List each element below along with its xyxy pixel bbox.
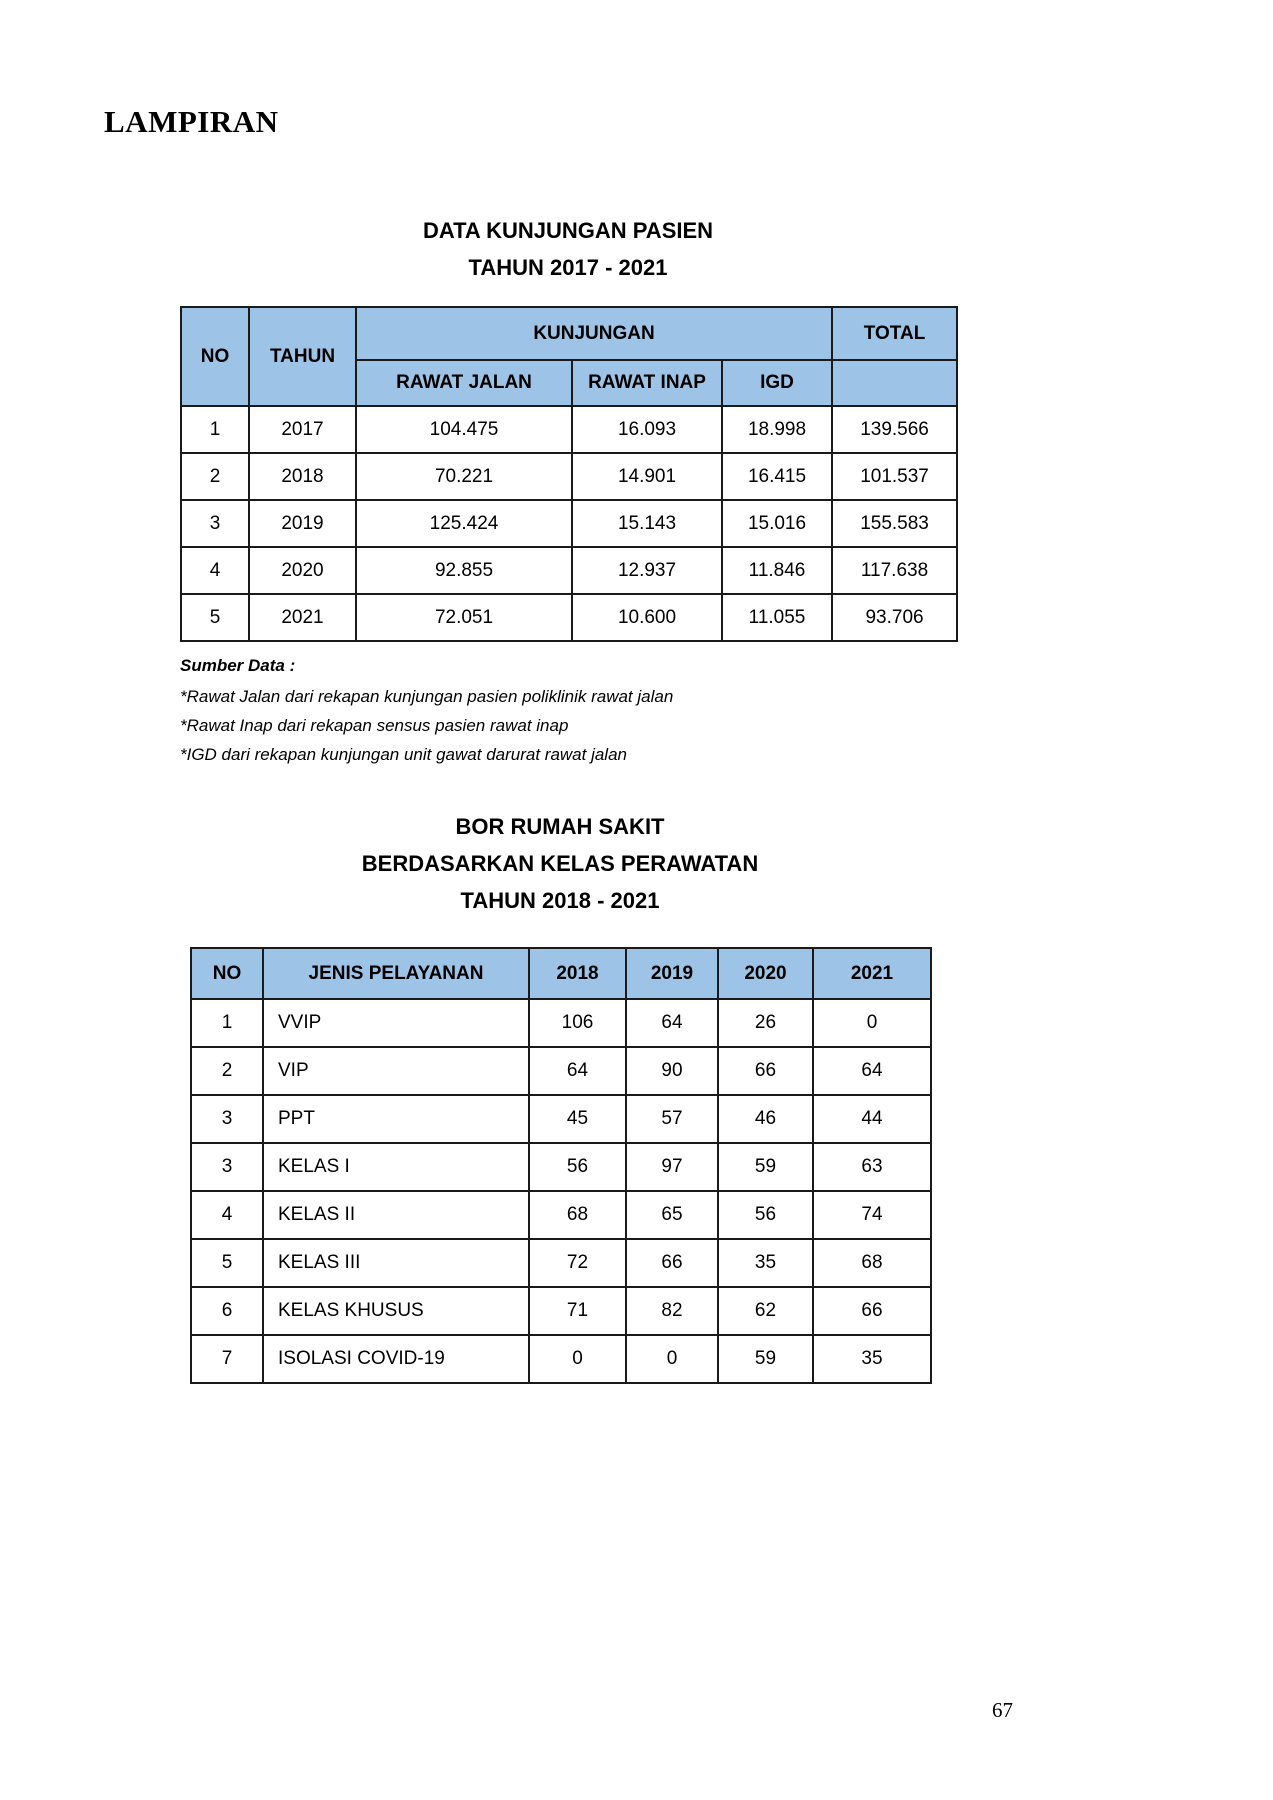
table-cell: 101.537 — [832, 453, 957, 500]
table-cell: 45 — [529, 1095, 626, 1143]
table-cell: 117.638 — [832, 547, 957, 594]
table-cell: 2 — [181, 453, 249, 500]
bor-title-line2: BERDASARKAN KELAS PERAWATAN — [361, 851, 759, 876]
table-row — [181, 500, 957, 547]
table-cell: 16.093 — [572, 406, 722, 453]
col-header-jenis-pelayanan: JENIS PELAYANAN — [263, 948, 529, 999]
table-row — [191, 1287, 931, 1335]
table-cell: 0 — [813, 999, 931, 1047]
table-cell: VIP — [263, 1047, 529, 1095]
table-cell: 68 — [529, 1191, 626, 1239]
col-header-2018: 2018 — [529, 948, 626, 999]
table-cell: 64 — [529, 1047, 626, 1095]
table-cell: 2018 — [249, 453, 356, 500]
table-cell: 71 — [529, 1287, 626, 1335]
total-subheader-empty — [832, 360, 957, 406]
table-cell: 1 — [191, 999, 263, 1047]
table-row — [191, 1047, 931, 1095]
col-header-igd: IGD — [722, 360, 832, 406]
table-cell: 44 — [813, 1095, 931, 1143]
table-row — [181, 594, 957, 641]
table-cell: 66 — [813, 1287, 931, 1335]
table-row — [181, 406, 957, 453]
table-cell: 82 — [626, 1287, 718, 1335]
source-notes-title: Sumber Data : — [180, 656, 296, 675]
table-cell: KELAS I — [263, 1143, 529, 1191]
col-header-2020: 2020 — [718, 948, 813, 999]
table-row — [181, 453, 957, 500]
table-cell: 4 — [181, 547, 249, 594]
table-cell: 0 — [626, 1335, 718, 1383]
table-cell: 11.846 — [722, 547, 832, 594]
page-heading: LAMPIRAN — [104, 104, 279, 139]
table-cell: 18.998 — [722, 406, 832, 453]
table-cell: 139.566 — [832, 406, 957, 453]
col-header-no: NO — [181, 307, 249, 406]
visits-title-line1: DATA KUNJUNGAN PASIEN — [422, 218, 714, 243]
table-cell: PPT — [263, 1095, 529, 1143]
col-header-tahun: TAHUN — [249, 307, 356, 406]
col-header-rawat-jalan: RAWAT JALAN — [356, 360, 572, 406]
table-row — [181, 547, 957, 594]
bor-title-line1: BOR RUMAH SAKIT — [455, 814, 665, 839]
table-cell: 59 — [718, 1335, 813, 1383]
table-cell: 57 — [626, 1095, 718, 1143]
table-cell: 2020 — [249, 547, 356, 594]
table-cell: KELAS II — [263, 1191, 529, 1239]
table-cell: 65 — [626, 1191, 718, 1239]
bor-section — [190, 808, 930, 1384]
table-cell: 125.424 — [356, 500, 572, 547]
table-cell: 64 — [626, 999, 718, 1047]
table-row — [191, 1191, 931, 1239]
table-cell: 72.051 — [356, 594, 572, 641]
table-cell: 63 — [813, 1143, 931, 1191]
table-cell: 15.143 — [572, 500, 722, 547]
table-cell: 56 — [529, 1143, 626, 1191]
table-row — [191, 1335, 931, 1383]
visits-section — [180, 212, 956, 766]
table-cell: 59 — [718, 1143, 813, 1191]
visits-table-title — [180, 212, 956, 286]
table-row — [191, 1095, 931, 1143]
table-cell: 46 — [718, 1095, 813, 1143]
table-cell: 1 — [181, 406, 249, 453]
table-cell: 10.600 — [572, 594, 722, 641]
table-cell: 70.221 — [356, 453, 572, 500]
table-cell: 15.016 — [722, 500, 832, 547]
table-cell: 4 — [191, 1191, 263, 1239]
table-cell: 2017 — [249, 406, 356, 453]
table-cell: 2019 — [249, 500, 356, 547]
table-cell: 14.901 — [572, 453, 722, 500]
visits-title-line2: TAHUN 2017 - 2021 — [468, 255, 668, 280]
table-cell: 64 — [813, 1047, 931, 1095]
kunjungan-table — [180, 306, 958, 642]
table-cell: KELAS KHUSUS — [263, 1287, 529, 1335]
table-cell: 74 — [813, 1191, 931, 1239]
table-header-row — [191, 948, 931, 999]
table-cell: 106 — [529, 999, 626, 1047]
table-cell: 3 — [191, 1143, 263, 1191]
bor-table — [190, 947, 932, 1384]
source-note: *IGD dari rekapan kunjungan unit gawat darurat rawat jalan — [180, 745, 627, 764]
table-cell: 56 — [718, 1191, 813, 1239]
table-cell: 35 — [718, 1239, 813, 1287]
table-cell: VVIP — [263, 999, 529, 1047]
table-cell: 68 — [813, 1239, 931, 1287]
table-header-row — [181, 307, 957, 360]
table-cell: 92.855 — [356, 547, 572, 594]
table-cell: 90 — [626, 1047, 718, 1095]
table-cell: 2021 — [249, 594, 356, 641]
source-notes — [180, 656, 956, 766]
table-cell: 26 — [718, 999, 813, 1047]
table-cell: 12.937 — [572, 547, 722, 594]
table-cell: 2 — [191, 1047, 263, 1095]
table-cell: 93.706 — [832, 594, 957, 641]
col-header-rawat-inap: RAWAT INAP — [572, 360, 722, 406]
page-number: 67 — [992, 1698, 1013, 1722]
table-cell: 5 — [191, 1239, 263, 1287]
col-header-kunjungan: KUNJUNGAN — [356, 307, 832, 360]
col-header-2019: 2019 — [626, 948, 718, 999]
bor-title-line3: TAHUN 2018 - 2021 — [460, 888, 660, 913]
source-note: *Rawat Jalan dari rekapan kunjungan pasien poliklinik rawat jalan — [180, 687, 674, 706]
table-cell: 72 — [529, 1239, 626, 1287]
table-cell: 3 — [191, 1095, 263, 1143]
table-cell: 155.583 — [832, 500, 957, 547]
table-cell: KELAS III — [263, 1239, 529, 1287]
table-row — [191, 1143, 931, 1191]
table-cell: 5 — [181, 594, 249, 641]
bor-table-title — [190, 808, 930, 919]
col-header-2021: 2021 — [813, 948, 931, 999]
table-row — [191, 1239, 931, 1287]
col-header-total: TOTAL — [832, 307, 957, 360]
table-cell: 35 — [813, 1335, 931, 1383]
table-cell: 11.055 — [722, 594, 832, 641]
table-cell: 7 — [191, 1335, 263, 1383]
table-cell: 0 — [529, 1335, 626, 1383]
table-cell: 97 — [626, 1143, 718, 1191]
table-cell: 16.415 — [722, 453, 832, 500]
source-note: *Rawat Inap dari rekapan sensus pasien rawat inap — [180, 716, 569, 735]
table-row — [191, 999, 931, 1047]
col-header-no: NO — [191, 948, 263, 999]
table-cell: 66 — [626, 1239, 718, 1287]
table-cell: 3 — [181, 500, 249, 547]
table-cell: ISOLASI COVID-19 — [263, 1335, 529, 1383]
table-cell: 66 — [718, 1047, 813, 1095]
table-cell: 6 — [191, 1287, 263, 1335]
table-cell: 62 — [718, 1287, 813, 1335]
table-cell: 104.475 — [356, 406, 572, 453]
